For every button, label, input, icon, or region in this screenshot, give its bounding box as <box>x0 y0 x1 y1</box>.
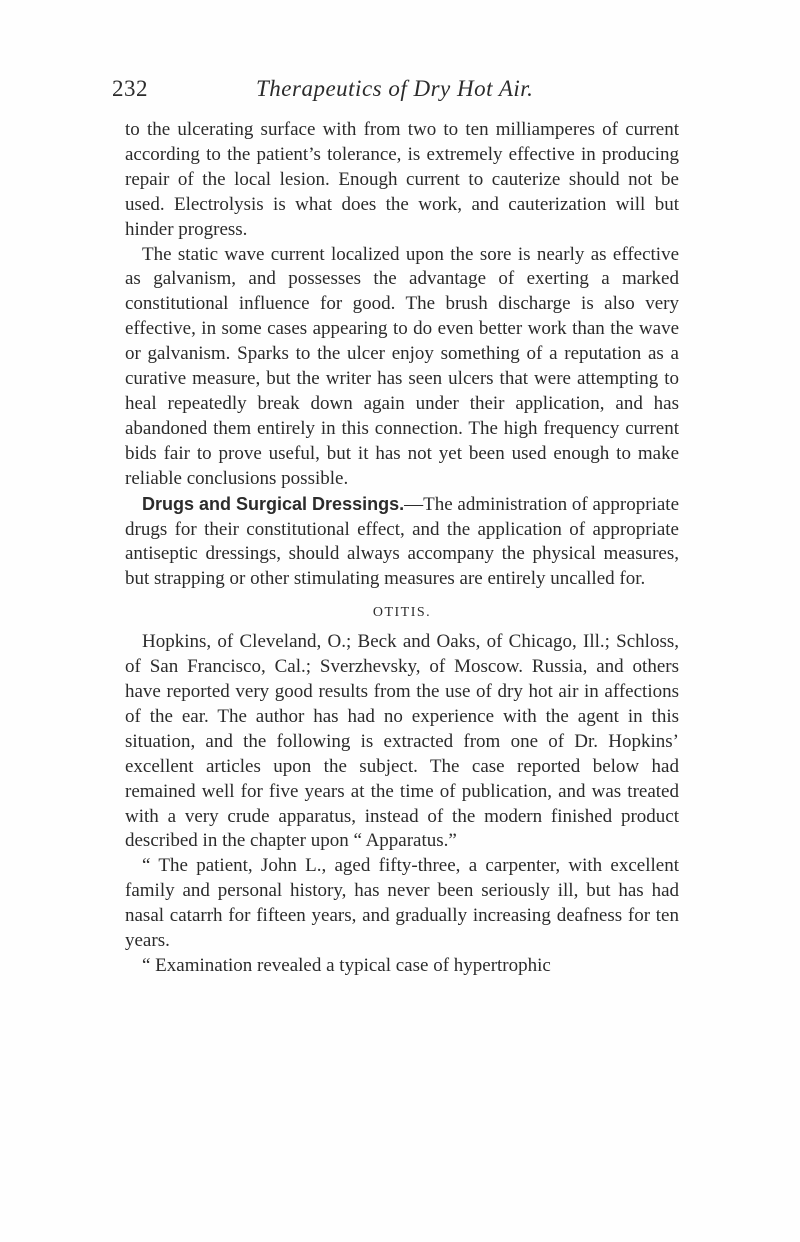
paragraph-lead-in: Drugs and Surgical Dressings. <box>142 493 405 514</box>
page-header <box>112 76 712 116</box>
paragraph-static-wave: The static wave current localized upon the sore is nearly as effective as galvanism, and possesses the advantage of exerting a marked constitutional influence for good. The brush discharge is also very effective, in some cases appearing to do even better work than the wave or galvanism. Sparks to the ulcer enjoy something of a reputation as a curative measure, but the writer has seen ulcers that were attempting to heal repeatedly break down again under their application, and has abandoned them entirely in this connection. The high frequency current bids fair to prove useful, but it has not yet been used enough to make reliable conclusions possible. <box>125 243 679 489</box>
paragraph-case-examination: “ Examination revealed a typical case of hypertrophic <box>142 955 551 976</box>
body-text <box>125 118 679 979</box>
running-title: Therapeutics of Dry Hot Air. <box>256 76 534 101</box>
paragraph-drugs-dressings <box>125 492 679 593</box>
page-number: 232 <box>112 76 148 101</box>
paragraph-otitis-intro: Hopkins, of Cleveland, O.; Beck and Oaks, of Chicago, Ill.; Schloss, of San Francisco, Cal.; Sverzhevsky, of Moscow. Russia, and others have reported very good results from the use of dry hot air in affections of the ear. The author has had no experience with the agent in this situation, and the following is extracted from one of Dr. Hopkins’ excellent articles upon the subject. The case reported below had remained well for five years at the time of publication, and was treated with a very crude apparatus, instead of the modern finished product described in the chapter upon “ Apparatus.” <box>125 631 679 852</box>
section-heading: OTITIS. <box>372 605 432 621</box>
paragraph-drugs-text: —The administration of appropriate drugs for their constitutional effect, and the application of appropriate antiseptic dressings, should always accompany the physical measures, but strapping or other stimulating measures are entirely uncalled for. <box>125 493 679 590</box>
paragraph-case-patient: “ The patient, John L., aged fifty-three, a carpenter, with excellent family and personal history, has never been seriously ill, but has had nasal catarrh for fifteen years, and gradually increasing deafness for ten years. <box>125 855 679 952</box>
paragraph-continuation: to the ulcerating surface with from two to ten milliamperes of current according to the patient’s tolerance, is extremely effective in producing repair of the local lesion. Enough current to cauterize should not be used. Electrolysis is what does the work, and cauterization will but hinder progress. <box>125 119 679 240</box>
